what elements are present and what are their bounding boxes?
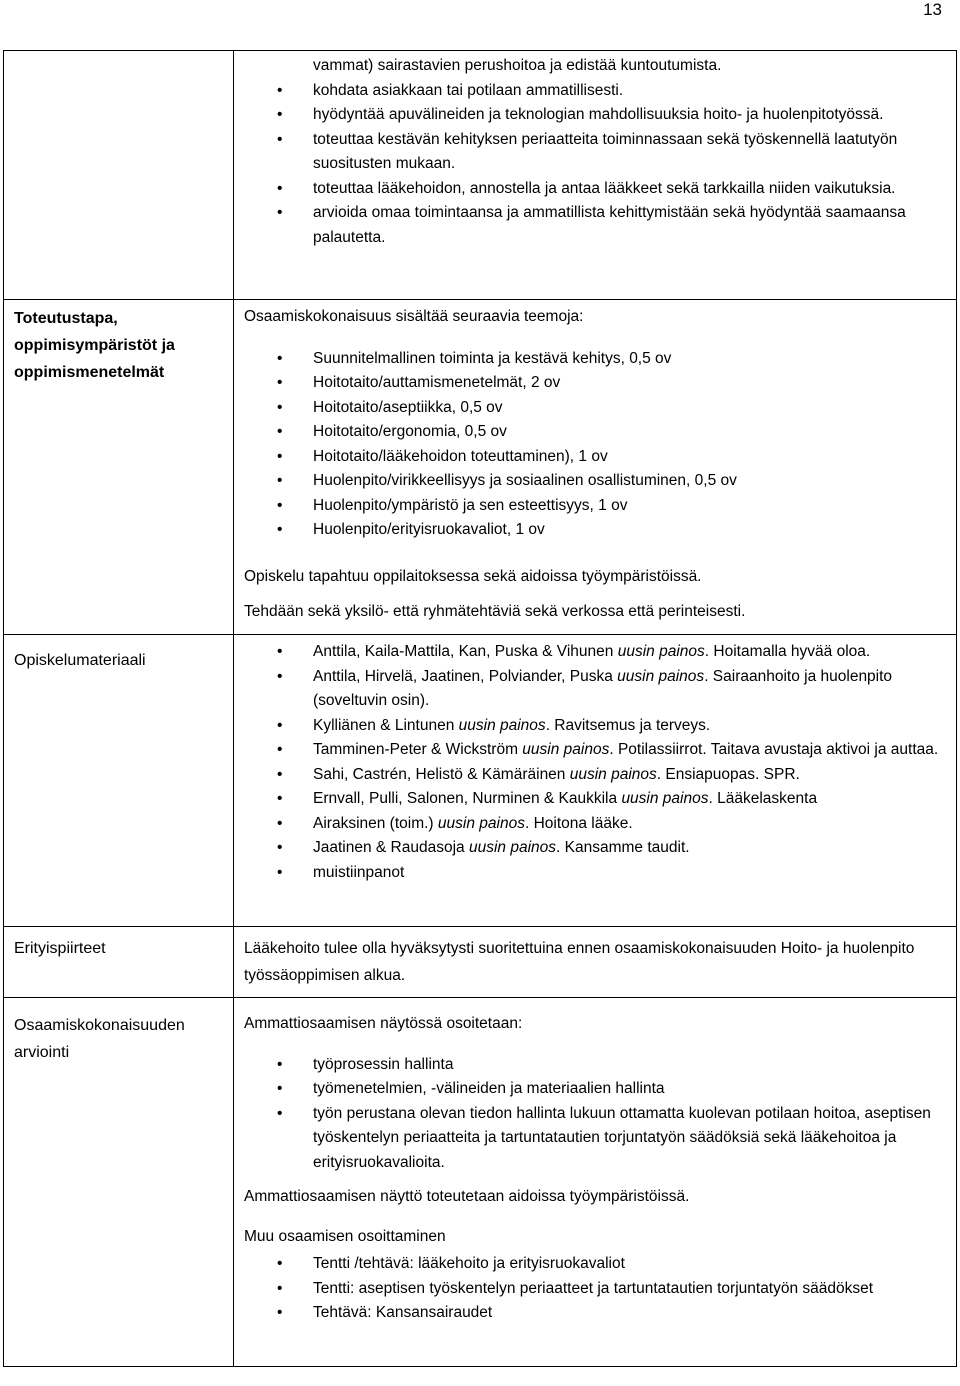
material-authors: Ernvall, Pulli, Salonen, Nurminen & Kaukkila: [313, 790, 618, 807]
list-item: • Hoitotaito/ergonomia, 0,5 ov: [244, 420, 948, 445]
material-authors: muistiinpanot: [313, 863, 405, 881]
material-title: . Ravitsemus ja terveys.: [545, 716, 711, 734]
list-item: • Huolenpito/ympäristö ja sen esteettisyys, 1 ov: [244, 494, 948, 519]
row2-content-cell: [234, 300, 957, 635]
materials-label: Opiskelumateriaali: [14, 652, 146, 669]
special-features-text: Lääkehoito tulee olla hyväksytysti suoritettuina ennen osaamiskokonaisuuden Hoito- ja huolenpito työssäoppimisen alkua.: [244, 940, 915, 984]
row4-label-cell: [4, 927, 234, 998]
material-title: . Hoitamalla hyvää oloa.: [704, 643, 871, 660]
material-authors: Kylliänen & Lintunen: [313, 716, 455, 734]
list-item: [244, 812, 948, 837]
material-edition: uusin painos: [621, 790, 709, 807]
material-authors: Anttila, Kaila-Mattila, Kan, Puska & Vihunen: [313, 643, 614, 660]
list-item: • työmenetelmien, -välineiden ja materiaalien hallinta: [244, 1077, 948, 1102]
material-edition: uusin painos: [437, 814, 525, 832]
material-edition: uusin painos: [458, 716, 546, 734]
list-item: • Hoitotaito/aseptiikka, 0,5 ov: [244, 396, 948, 421]
list-item: • Hoitotaito/lääkehoidon toteuttaminen), 1 ov: [244, 445, 948, 470]
row1-content-cell: [234, 51, 957, 300]
material-authors: Anttila, Hirvelä, Jaatinen, Polviander, Puska: [313, 667, 613, 685]
row2-label-cell: [4, 300, 234, 635]
row1-label-cell: [4, 51, 234, 300]
assessment-intro: Ammattiosaamisen näytössä osoitetaan:: [244, 1015, 523, 1032]
list-item: [244, 836, 948, 861]
page-number: 13: [923, 0, 942, 19]
material-edition: uusin painos: [569, 765, 657, 783]
material-edition: uusin painos: [468, 839, 557, 856]
material-title: . Potilassiirrot. Taitava avustaja aktivoi ja auttaa.: [609, 741, 939, 758]
material-authors: Tamminen-Peter & Wickström: [313, 741, 518, 758]
assessment-list: [244, 1053, 948, 1176]
material-authors: Airaksinen (toim.): [313, 814, 434, 832]
list-item: • Huolenpito/erityisruokavaliot, 1 ov: [244, 518, 948, 543]
row3-content-cell: [234, 635, 957, 927]
material-authors: Jaatinen & Raudasoja: [313, 839, 465, 856]
row5-content-cell: [234, 998, 957, 1367]
list-item: • hyödyntää apuvälineiden ja teknologian mahdollisuuksia hoito- ja huolenpitotyössä.: [244, 103, 948, 128]
list-item: vammat) sairastavien perushoitoa ja edistää kuntoutumista.: [313, 57, 722, 74]
row-assessment: [4, 998, 957, 1367]
materials-list: [244, 640, 948, 885]
list-item: • kohdata asiakkaan tai potilaan ammatillisesti.: [244, 79, 948, 104]
list-item: • toteuttaa lääkehoidon, annostella ja antaa lääkkeet sekä tarkkailla niiden vaikutuksia.: [244, 177, 948, 202]
row3-label-cell: [4, 635, 234, 927]
list-item: • Tentti /tehtävä: lääkehoito ja erityisruokavaliot: [244, 1252, 948, 1277]
other-assessment-title: Muu osaamisen osoittaminen: [244, 1227, 446, 1245]
themes-intro: Osaamiskokonaisuus sisältää seuraavia teemoja:: [244, 308, 584, 325]
row-objectives-continued: [4, 51, 957, 300]
special-features-label: Erityispiirteet: [14, 940, 106, 957]
row-special-features: [4, 927, 957, 998]
list-item: [244, 640, 948, 665]
list-item: [244, 763, 948, 788]
implementation-label: Toteutustapa, oppimisympäristöt ja oppimismenetelmät: [14, 310, 175, 381]
row5-label-cell: [4, 998, 234, 1367]
list-item: • työn perustana olevan tiedon hallinta lukuun ottamatta kuolevan potilaan hoitoa, aseptisen työskentelyn periaatteita ja tartuntatautien torjuntatyön säädöksiä sekä lääkehoitoa ja erityisruokavalioita.: [244, 1102, 948, 1176]
list-item: • Hoitotaito/auttamismenetelmät, 2 ov: [244, 371, 948, 396]
row-implementation: [4, 300, 957, 635]
row-materials: [4, 635, 957, 927]
row4-content-cell: [234, 927, 957, 998]
curriculum-table: [3, 50, 957, 1367]
list-item: [244, 787, 948, 812]
list-item: • arvioida omaa toimintaansa ja ammatillista kehittymistään sekä hyödyntää saamaansa palautetta.: [244, 201, 948, 250]
list-item: [244, 714, 948, 739]
other-assessment-list: [244, 1252, 948, 1326]
list-item: [244, 861, 948, 886]
list-item: • työprosessin hallinta: [244, 1053, 948, 1078]
list-item: • Tentti: aseptisen työskentelyn periaatteet ja tartuntatautien torjuntatyön säädökset: [244, 1277, 948, 1302]
study-location-note: Opiskelu tapahtuu oppilaitoksessa sekä aidoissa työympäristöissä.: [244, 567, 702, 585]
list-item: • Suunnitelmallinen toiminta ja kestävä kehitys, 0,5 ov: [244, 347, 948, 372]
material-authors: Sahi, Castrén, Helistö & Kämäräinen: [313, 765, 566, 783]
assessment-label: Osaamiskokonaisuuden arviointi: [14, 1017, 185, 1061]
list-item: • toteuttaa kestävän kehityksen periaatteita toiminnassaan sekä työskennellä laatutyön suositusten mukaan.: [244, 128, 948, 177]
themes-list: [244, 347, 948, 543]
material-title: . Kansamme taudit.: [556, 839, 690, 856]
material-title: . Hoitona lääke.: [524, 814, 633, 832]
material-title: . Lääkelaskenta: [708, 790, 818, 807]
study-method-note: Tehdään sekä yksilö- että ryhmätehtäviä sekä verkossa että perinteisesti.: [244, 603, 746, 620]
objectives-list: [244, 54, 948, 250]
material-edition: uusin painos: [522, 741, 610, 758]
material-edition: uusin painos: [617, 667, 705, 685]
list-item: • Tehtävä: Kansansairaudet: [244, 1301, 948, 1326]
material-title: . Sairaanhoito ja huolenpito (soveltuvin osin).: [313, 667, 893, 709]
list-item: [244, 738, 948, 763]
material-title: . Ensiapuopas. SPR.: [656, 765, 800, 783]
list-item: • Huolenpito/virikkeellisyys ja sosiaalinen osallistuminen, 0,5 ov: [244, 469, 948, 494]
list-item: [244, 665, 948, 714]
material-edition: uusin painos: [617, 643, 705, 660]
assessment-note: Ammattiosaamisen näyttö toteutetaan aidoissa työympäristöissä.: [244, 1188, 690, 1205]
